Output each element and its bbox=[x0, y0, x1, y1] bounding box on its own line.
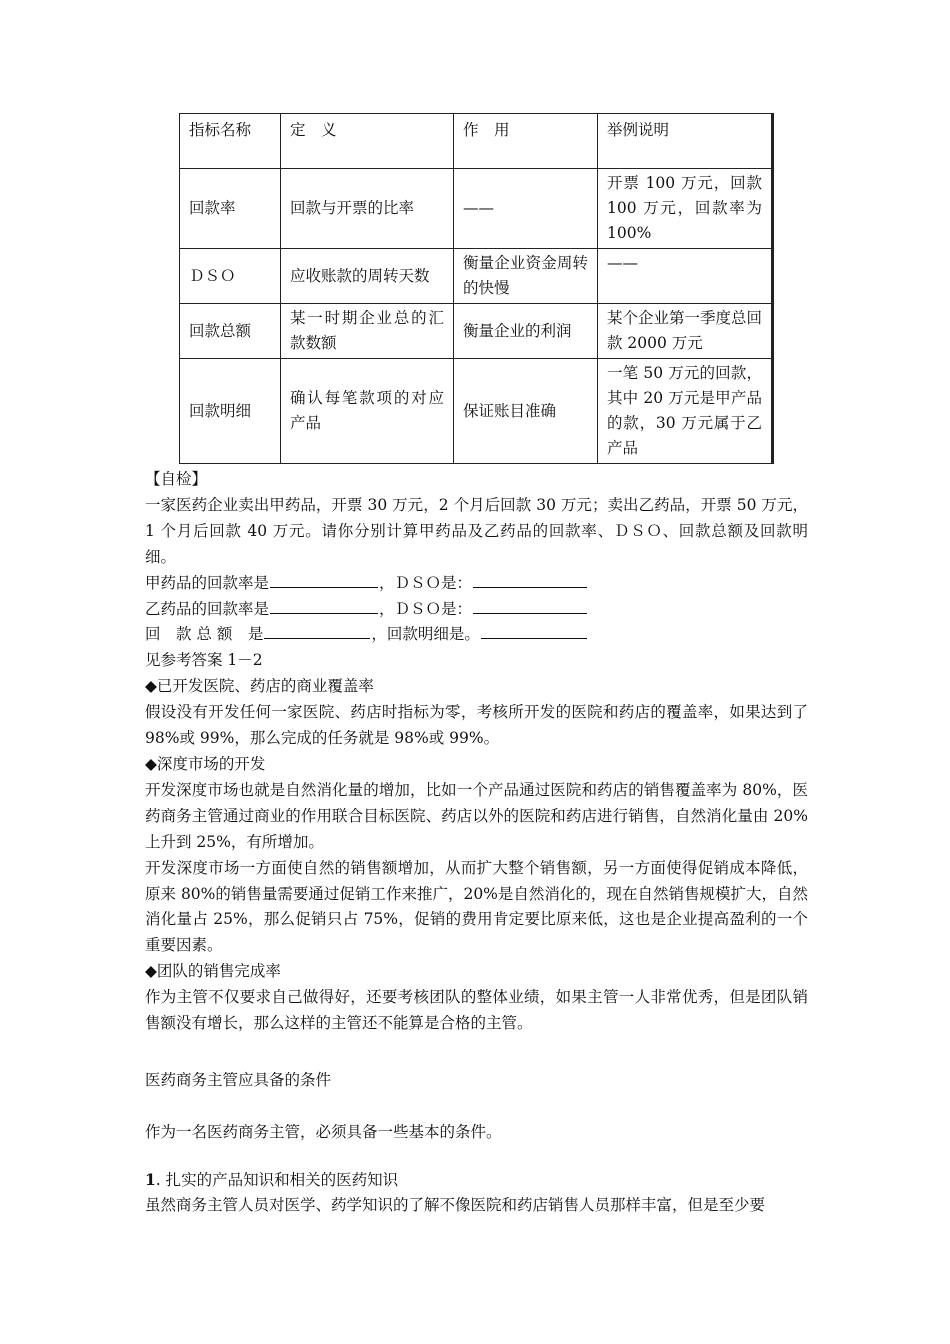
team-heading: ◆团队的销售完成率 bbox=[145, 962, 281, 981]
cell-purpose: 衡量企业的利润 bbox=[454, 304, 598, 359]
cell-name: 回款率 bbox=[180, 169, 281, 249]
deep-market-paragraph-2: 开发深度市场一方面使自然的销售额增加，从而扩大整个销售额，另一方面使得促销成本降低，原来 80%的销售量需要通过促销工作来推广，20%是自然消化的，现在自然销售规模扩大，自然消化量占 25%，那么促销只占 75%，促销的费用肯定要比原来低，这也是企业提高盈利的一个重要因素。 bbox=[145, 858, 808, 955]
table-header-row bbox=[180, 114, 773, 169]
answer-c-detail-label: ，回款明细是。 bbox=[371, 625, 480, 644]
conditions-intro: 作为一名医药商务主管，必须具备一些基本的条件。 bbox=[145, 1123, 502, 1141]
cell-name: ＤＳＯ bbox=[180, 249, 281, 304]
answer-line-a bbox=[145, 571, 808, 597]
answer-a-dso-blank[interactable] bbox=[473, 571, 587, 588]
cell-definition: 应收账款的周转天数 bbox=[281, 249, 454, 304]
item-1-number: 1 bbox=[145, 1170, 156, 1189]
cell-name: 回款明细 bbox=[180, 359, 281, 464]
selfcheck-title: 【自检】 bbox=[145, 470, 208, 488]
cell-example: 开票 100 万元，回款 100 万元，回款率为 100% bbox=[598, 169, 773, 249]
table-row bbox=[180, 249, 773, 304]
header-name: 指标名称 bbox=[180, 114, 281, 169]
cell-definition: 某一时期企业总的汇款数额 bbox=[281, 304, 454, 359]
conditions-item-1-heading bbox=[145, 1167, 398, 1193]
cell-example: 某个企业第一季度总回款 2000 万元 bbox=[598, 304, 773, 359]
cell-purpose: —— bbox=[454, 169, 598, 249]
cell-definition: 确认每笔款项的对应产品 bbox=[281, 359, 454, 464]
cell-purpose: 保证账目准确 bbox=[454, 359, 598, 464]
answer-line-c bbox=[145, 622, 808, 648]
selfcheck-question: 一家医药企业卖出甲药品，开票 30 万元，2 个月后回款 30 万元；卖出乙药品，开票 50 万元，1 个月后回款 40 万元。请你分别计算甲药品及乙药品的回款率、ＤＳＯ、回款总额及回款明细。 bbox=[145, 495, 808, 566]
cell-name: 回款总额 bbox=[180, 304, 281, 359]
answer-c-label: 回 款 总 额 是 bbox=[145, 625, 264, 644]
deep-market-heading: ◆深度市场的开发 bbox=[145, 754, 266, 773]
table-row bbox=[180, 304, 773, 359]
item-1-title: . 扎实的产品知识和相关的医药知识 bbox=[155, 1171, 399, 1189]
cell-purpose: 衡量企业资金周转的快慢 bbox=[454, 249, 598, 304]
header-example: 举例说明 bbox=[598, 114, 773, 169]
coverage-heading: ◆已开发医院、药店的商业覆盖率 bbox=[145, 677, 374, 696]
body-text bbox=[145, 467, 808, 1037]
cell-example: 一笔 50 万元的回款，其中 20 万元是甲产品的款，30 万元属于乙产品 bbox=[598, 359, 773, 464]
deep-market-paragraph-1: 开发深度市场也就是自然消化量的增加，比如一个产品通过医院和药店的销售覆盖率为 80%，医药商务主管通过商业的作用联合目标医院、药店以外的医院和药店进行销售，自然消化量由 20%上升到 25%，有所增加。 bbox=[145, 780, 808, 851]
table-row bbox=[180, 359, 773, 464]
metrics-table bbox=[179, 113, 774, 464]
answer-a-dso-label: ，ＤＳＯ是： bbox=[379, 573, 473, 592]
answer-b-label: 乙药品的回款率是 bbox=[145, 599, 270, 618]
answer-a-label: 甲药品的回款率是 bbox=[145, 573, 270, 592]
answer-b-dso-label: ，ＤＳＯ是： bbox=[379, 599, 473, 618]
answer-line-b bbox=[145, 597, 808, 623]
table-row bbox=[180, 169, 773, 249]
cell-definition: 回款与开票的比率 bbox=[281, 169, 454, 249]
answer-b-rate-blank[interactable] bbox=[270, 597, 378, 614]
answer-reference: 见参考答案 1－2 bbox=[145, 651, 263, 670]
conditions-title: 医药商务主管应具备的条件 bbox=[145, 1071, 332, 1089]
cell-example: —— bbox=[598, 249, 773, 304]
header-definition: 定 义 bbox=[281, 114, 454, 169]
team-body: 作为主管不仅要求自己做得好，还要考核团队的整体业绩，如果主管一人非常优秀，但是团队销售额没有增长，那么这样的主管还不能算是合格的主管。 bbox=[145, 988, 808, 1033]
header-purpose: 作 用 bbox=[454, 114, 598, 169]
answer-b-dso-blank[interactable] bbox=[473, 597, 587, 614]
answer-a-rate-blank[interactable] bbox=[270, 571, 378, 588]
answer-c-detail-blank[interactable] bbox=[481, 622, 587, 639]
answer-c-total-blank[interactable] bbox=[264, 622, 370, 639]
coverage-body: 假设没有开发任何一家医院、药店时指标为零，考核所开发的医院和药店的覆盖率，如果达到了 98%或 99%，那么完成的任务就是 98%或 99%。 bbox=[145, 703, 808, 748]
conditions-item-1-body: 虽然商务主管人员对医学、药学知识的了解不像医院和药店销售人员那样丰富，但是至少要 bbox=[145, 1196, 766, 1214]
